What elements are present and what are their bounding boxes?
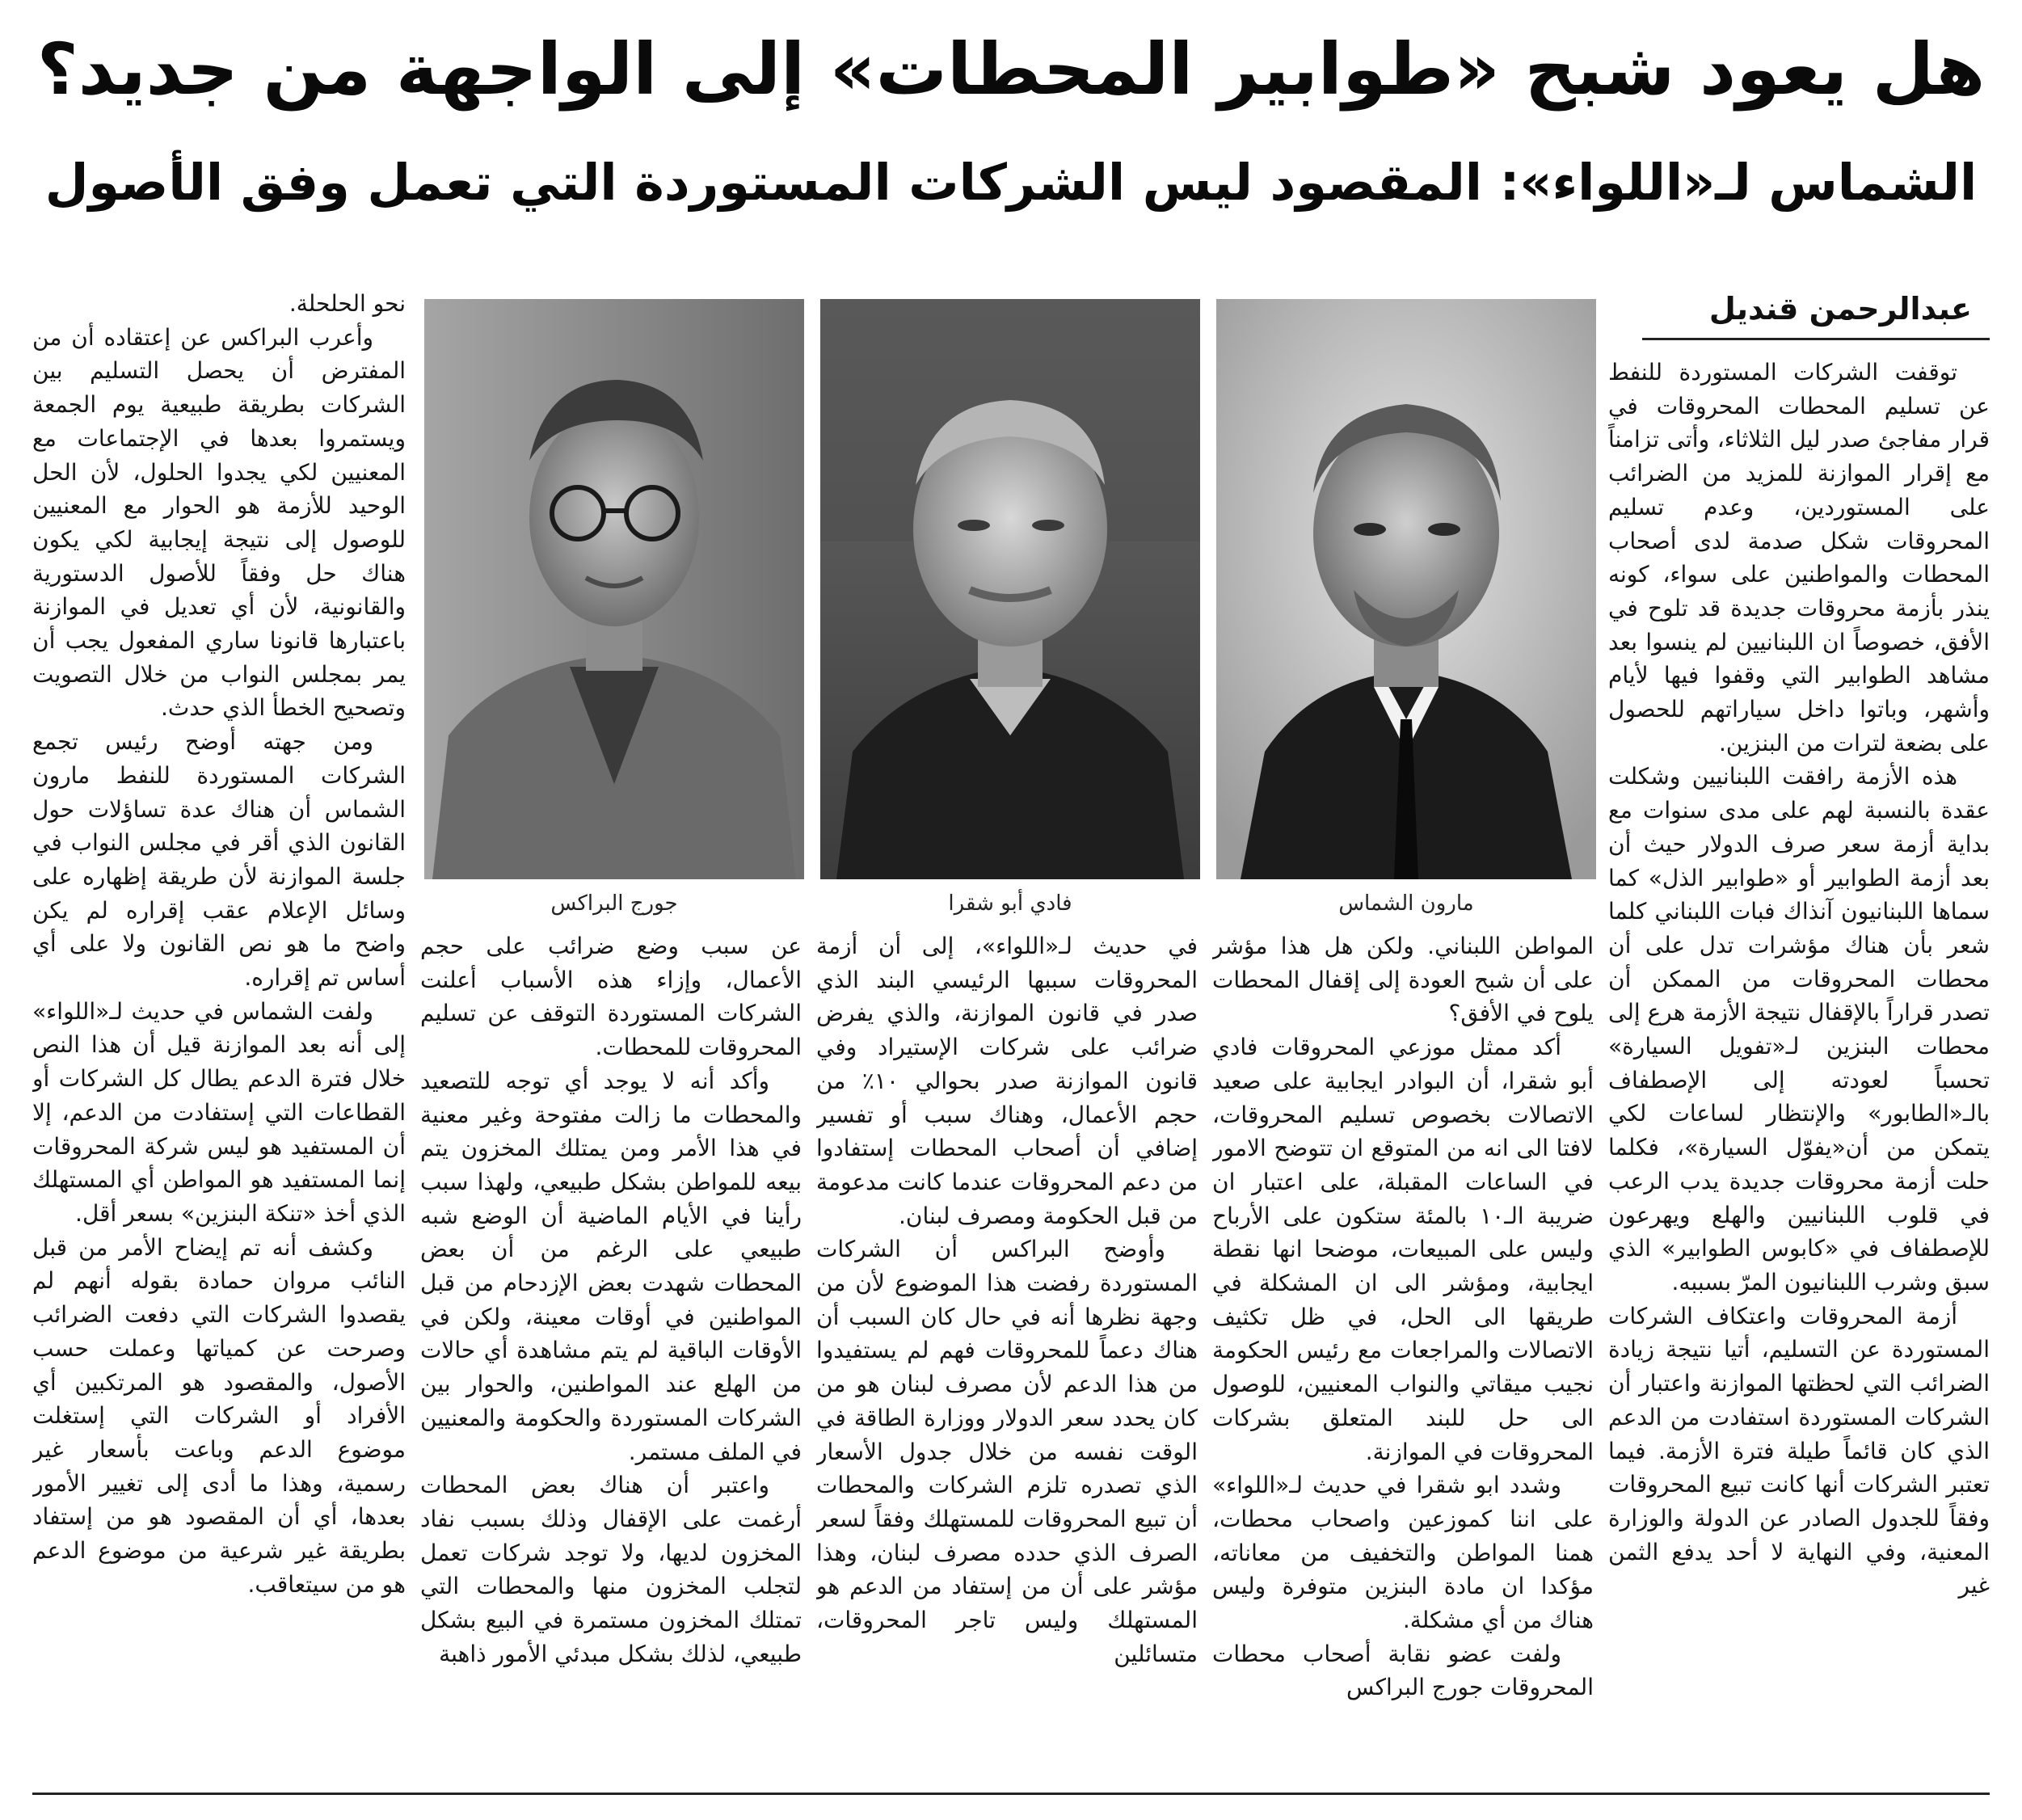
paragraph: أزمة المحروقات واعتكاف الشركات المستوردة عن التسليم، أتيا نتيجة زيادة الضرائب التي لحظتها الموازنة واعتبار أن الشركات المستوردة استفادت من الدعم الذي كان قائماً طيلة فترة الأزمة. فيما تعتبر الشركات أنها كانت تبيع المحروقات وفقاً للجدول الصادر عن الدولة والوزارة المعنية، وفي النهاية لا أحد يدفع الثمن غير [1608, 1302, 1990, 1599]
portrait-photo-fadi-abou-chakra [820, 299, 1200, 879]
paragraph: أكد ممثل موزعي المحروقات فادي أبو شقرا، أن البوادر ايجابية على صعيد الاتصالات بخصوص تسليم المحروقات، لافتا الى انه من المتوقع ان تتوضح الامور في الساعات المقبلة، على اعتبار ان ضريبة الـ١٠ بالمئة ستكون على الأرباح وليس على المبيعات، موضحا انها نقطة ايجابية، ومؤشر الى ان المشكلة في طريقها الى الحل، في ظل تكثيف الاتصالات والمراجعات مع رئيس الحكومة نجيب ميقاتي والنواب المعنيين، للوصول الى حل للبند المتعلق بشركات المحروقات في الموازنة. [1212, 1034, 1594, 1465]
paragraph: في حديث لـ«اللواء»، إلى أن أزمة المحروقات سببها الرئيسي البند الذي صدر في قانون الموازنة، والذي يفرض ضرائب على شركات الإستيراد وفي قانون الموازنة صدر بحوالي ١٠٪ من حجم الأعمال، وهناك سبب أو تفسير إضافي أن أصحاب المحطات إستفادوا من دعم المحروقات عندما كانت مدعومة من قبل الحكومة ومصرف لبنان. [816, 933, 1198, 1229]
headline: هل يعود شبح «طوابير المحطات» إلى الواجهة من جديد؟ [36, 27, 1986, 111]
subheadline: الشماس لـ«اللواء»: المقصود ليس الشركات المستوردة التي تعمل وفق الأصول [44, 153, 1978, 212]
bottom-divider [32, 1793, 1990, 1795]
paragraph: عن سبب وضع ضرائب على حجم الأعمال، وإزاء هذه الأسباب أعلنت الشركات المستوردة التوقف عن تسليم المحروقات للمحطات. [420, 933, 802, 1061]
paragraph: واعتبر أن هناك بعض المحطات أرغمت على الإقفال وذلك بسبب نفاد المخزون لديها، ولا توجد شركات تعمل لتجلب المخزون منها والمحطات التي تمتلك المخزون مستمرة في البيع بشكل طبيعي، لذلك بشكل مبدئي الأمور ذاهبة [420, 1472, 802, 1667]
photo-caption: مارون الشماس [1338, 891, 1474, 916]
portrait-photo-maroun-shammas [1216, 299, 1596, 879]
paragraph: هذه الأزمة رافقت اللبنانيين وشكلت عقدة بالنسبة لهم على مدى سنوات مع بداية أزمة سعر صرف الدولار حيث أن بعد أزمة الطوابير أو «طوابير الذل» كما سماها اللبنانيون آنذاك فبات اللبناني كلما شعر بأن هناك مؤشرات تدل على أن محطات المحروقات من الممكن أن تصدر قراراً بالإقفال نتيجة الأزمة هرع إلى محطات البنزين لـ«تفويل السيارة» تحسباً لعودته إلى الإصطفاف بالـ«الطابور» والإنتظار لساعات لكي يتمكن من أن«يفوّل السيارة»، فكلما حلت أزمة محروقات جديدة يدب الرعب في قلوب اللبنانيين والهلع ويهرعون للإصطفاف في «كابوس الطوابير» الذي سبق وشرب اللبنانيون المرّ بسببه. [1608, 763, 1990, 1295]
article-column-1 [1608, 356, 1990, 1791]
article-column-2 [1212, 929, 1594, 1791]
paragraph: توقفت الشركات المستوردة للنفط عن تسليم المحطات المحروقات في قرار مفاجئ صدر ليل الثلاثاء، وأتى تزامناً مع إقرار الموازنة للمزيد من الضرائب على المستوردين، وعدم تسليم المحروقات شكل صدمة لدى أصحاب المحطات والمواطنين على سواء، كونه ينذر بأزمة محروقات جديدة قد تلوح في الأفق، خصوصاً ان اللبنانيين لم ينسوا بعد مشاهد الطوابير التي وقفوا فيها لأيام وأشهر، وباتوا داخل سياراتهم للحصول على بضعة لترات من البنزين. [1608, 359, 1990, 756]
byline-divider [1642, 338, 1990, 340]
article-column-5 [32, 287, 406, 1791]
paragraph: وكشف أنه تم إيضاح الأمر من قبل النائب مروان حمادة بقوله أنهم لم يقصدوا الشركات التي دفعت الضرائب وصرحت عن كمياتها وعملت حسب الأصول، والمقصود هو المرتكبين أي الأفراد أو الشركات التي إستغلت موضوع الدعم وباعت بأسعار غير رسمية، وهذا ما أدى إلى تغيير الأمور بعدها، أي أن المقصود هو من إستفاد بطريقة غير شرعية من موضوع الدعم هو من سيتعاقب. [32, 1233, 406, 1598]
article-column-3 [816, 929, 1198, 1791]
paragraph: وأكد أنه لا يوجد أي توجه للتصعيد والمحطات ما زالت مفتوحة وغير معنية في هذا الأمر ومن يمتلك المخزون يتم بيعه للمواطن بشكل طبيعي، ولهذا سبب رأينا في الأيام الماضية أن الوضع شبه طبيعي على الرغم من أن بعض المحطات شهدت بعض الإزدحام من قبل المواطنين في أوقات معينة، ولكن في الأوقات الباقية لم يتم مشاهدة أي حالات من الهلع عند المواطنين، والحوار بين الشركات المستوردة والحكومة والمعنيين في الملف مستمر. [420, 1067, 802, 1465]
paragraph: ولفت عضو نقابة أصحاب محطات المحروقات جورج البراكس [1212, 1640, 1594, 1701]
photo-caption: جورج البراكس [550, 891, 678, 916]
paragraph: ومن جهته أوضح رئيس تجمع الشركات المستوردة للنفط مارون الشماس أن هناك عدة تساؤلات حول القانون الذي أقر في مجلس النواب في جلسة الموازنة لأن طريقة إظهاره على وسائل الإعلام عقب إقراره لم يكن واضح ما هو نص القانون ولا على أي أساس تم إقراره. [32, 728, 406, 992]
portrait-photo-george-brax [424, 299, 804, 879]
paragraph: وأعرب البراكس عن إعتقاده أن من المفترض أن يحصل التسليم بين الشركات بطريقة طبيعية يوم الجمعة ويستمروا بعدها في الإجتماعات مع المعنيين لكي يجدوا الحلول، لأن الحل الوحيد للأزمة هو الحوار مع المعنيين للوصول إلى نتيجة إيجابية لكي يكون هناك حل وفقاً للأصول الدستورية والقانونية، لأن أي تعديل في الموازنة باعتبارها قانونا ساري المفعول يجب أن يمر بمجلس النواب من خلال التصويت وتصحيح الخطأ الذي حدث. [32, 323, 406, 722]
paragraph: وأوضح البراكس أن الشركات المستوردة رفضت هذا الموضوع لأن من وجهة نظرها أنه في حال كان السبب أن هناك دعماً للمحروقات فهم لم يستفيدوا من هذا الدعم لأن مصرف لبنان هو من كان يحدد سعر الدولار ووزارة الطاقة في الوقت نفسه من خلال جدول الأسعار الذي تصدره تلزم الشركات والمحطات أن تبيع المحروقات للمستهلك وفقاً لسعر الصرف الذي حدده مصرف لبنان، وهذا مؤشر على أن من إستفاد من الدعم هو المستهلك وليس تاجر المحروقات، متسائلين [816, 1236, 1198, 1667]
paragraph: المواطن اللبناني. ولكن هل هذا مؤشر على أن شبح العودة إلى إقفال المحطات يلوح في الأفق؟ [1212, 933, 1594, 1027]
byline: عبدالرحمن قنديل [1708, 291, 1972, 327]
paragraph: وشدد ابو شقرا في حديث لـ«اللواء» على اننا كموزعين واصحاب محطات، همنا المواطن والتخفيف من معاناته، مؤكدا ان مادة البنزين متوفرة وليس هناك من أي مشكلة. [1212, 1472, 1594, 1634]
paragraph: نحو الحلحلة. [289, 290, 406, 317]
photo-caption: فادي أبو شقرا [948, 891, 1072, 916]
paragraph: ولفت الشماس في حديث لـ«اللواء» إلى أنه بعد الموازنة قيل أن هذا النص خلال فترة الدعم يطال كل الشركات أو القطاعات التي إستفادت من الدعم، إلا أن المستفيد هو ليس شركة المحروقات إنما المستفيد هو المواطن أي المستهلك الذي أخذ «تنكة البنزين» بسعر أقل. [32, 997, 406, 1227]
article-column-4 [420, 929, 802, 1791]
